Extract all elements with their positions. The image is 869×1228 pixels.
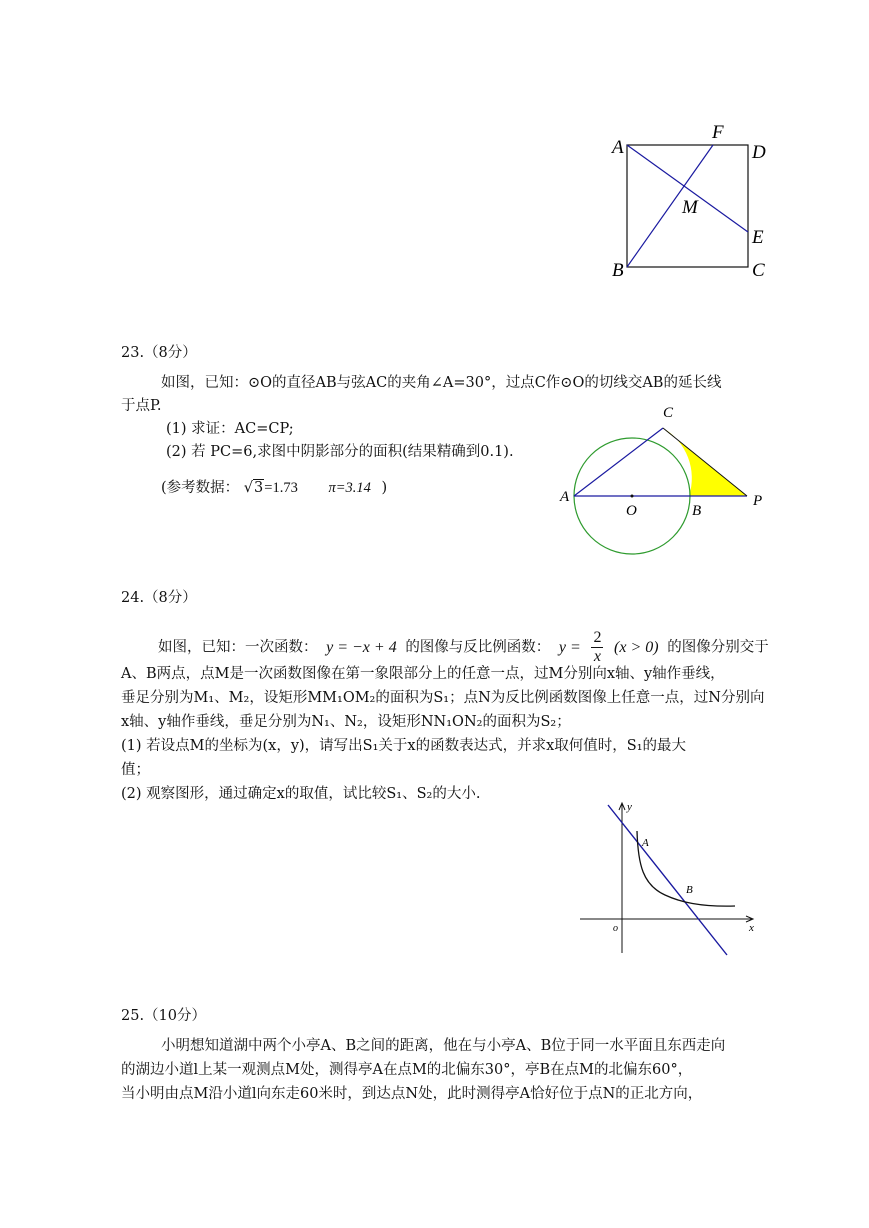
ref-prefix: (参考数据： (161, 480, 240, 496)
label-d: D (752, 142, 766, 163)
q24-line4: x轴、y轴作垂线，垂足分别为N₁、N₂，设矩形NN₁ON₂的面积为S₂； (121, 714, 571, 730)
segment-bf (627, 145, 713, 267)
linear-line (608, 805, 727, 955)
label-c: C (752, 260, 765, 281)
label-a: A (560, 489, 570, 505)
q23-header: 23.（8分） (121, 345, 197, 361)
ref-sqrt-value: =1.73 (264, 480, 298, 496)
q24-line1-b: 的图像与反比例函数： (405, 639, 551, 656)
q23-reference-data (161, 478, 387, 498)
label-o: O (626, 503, 637, 519)
fraction-numerator: 2 (593, 629, 602, 646)
square-figure (600, 118, 780, 288)
sqrt-arg: 3 (254, 480, 264, 496)
inverse-function-fraction (591, 629, 603, 666)
q23-part1: (1) 求证：AC=CP; (166, 421, 294, 437)
label-o: o (613, 923, 618, 934)
q24-line1-a: 如图，已知：一次函数： (158, 639, 318, 656)
label-b: B (692, 503, 702, 519)
q25-line2: 的湖边小道l上某一观测点M处，测得亭A在点M的北偏东30°，亭B在点M的北偏东60°， (121, 1062, 693, 1078)
domain-condition: (x > 0) (614, 638, 659, 656)
q24-line2: A、B两点，点M是一次函数图像在第一象限部分上的任意一点，过M分别向x轴、y轴作垂线， (121, 666, 725, 682)
ref-suffix: ) (381, 480, 388, 496)
q25-header: 25.（10分） (121, 1008, 207, 1024)
label-m: M (682, 197, 698, 218)
label-a: A (612, 137, 624, 158)
ref-pi: π=3.14 (328, 480, 371, 496)
q24-part1-b: 值； (121, 762, 150, 778)
label-y: y (627, 801, 632, 813)
q23-line1: 如图，已知：⊙O的直径AB与弦AC的夹角∠A=30°，过点C作⊙O的切线交AB的延长线 (161, 375, 722, 391)
label-x: x (749, 922, 754, 934)
chord-ac (574, 428, 663, 496)
function-graph-figure (575, 795, 765, 960)
q23-line2: 于点P. (121, 398, 162, 414)
circle-tangent-figure (555, 400, 775, 560)
fraction-denominator: x (593, 648, 601, 665)
q24-line1 (158, 629, 769, 666)
q24-part1-a: (1) 若设点M的坐标为(x，y)，请写出S₁关于x的函数表达式，并求x取何值时，S₁的最大 (121, 738, 687, 754)
label-b: B (686, 884, 693, 896)
linear-function: y = −x + 4 (326, 638, 397, 656)
label-b: B (612, 260, 624, 281)
q24-part2: (2) 观察图形，通过确定x的取值，试比较S₁、S₂的大小. (121, 786, 481, 802)
q23-part2: (2) 若 PC=6,求图中阴影部分的面积(结果精确到0.1). (166, 444, 514, 460)
q24-header: 24.（8分） (121, 590, 197, 606)
label-f: F (712, 122, 724, 143)
q24-line1-c: 的图像分别交于 (667, 639, 769, 656)
q25-line3: 当小明由点M沿小道l向东走60米时，到达点N处，此时测得亭A恰好位于点N的正北方向， (121, 1086, 703, 1102)
label-c: C (663, 405, 674, 421)
q24-line3: 垂足分别为M₁、M₂，设矩形MM₁OM₂的面积为S₁；点N为反比例函数图像上任意一点，过N分别向 (121, 690, 765, 706)
label-e: E (752, 227, 764, 248)
center-o-point (631, 495, 634, 498)
label-p: P (753, 493, 763, 509)
label-a: A (642, 837, 649, 849)
inverse-function-lhs: y = (558, 638, 581, 656)
segment-ae (627, 145, 748, 232)
q25-line1: 小明想知道湖中两个小亭A、B之间的距离，他在与小亭A、B位于同一水平面且东西走向 (161, 1038, 726, 1054)
sqrt-symbol: √3 (243, 480, 264, 496)
